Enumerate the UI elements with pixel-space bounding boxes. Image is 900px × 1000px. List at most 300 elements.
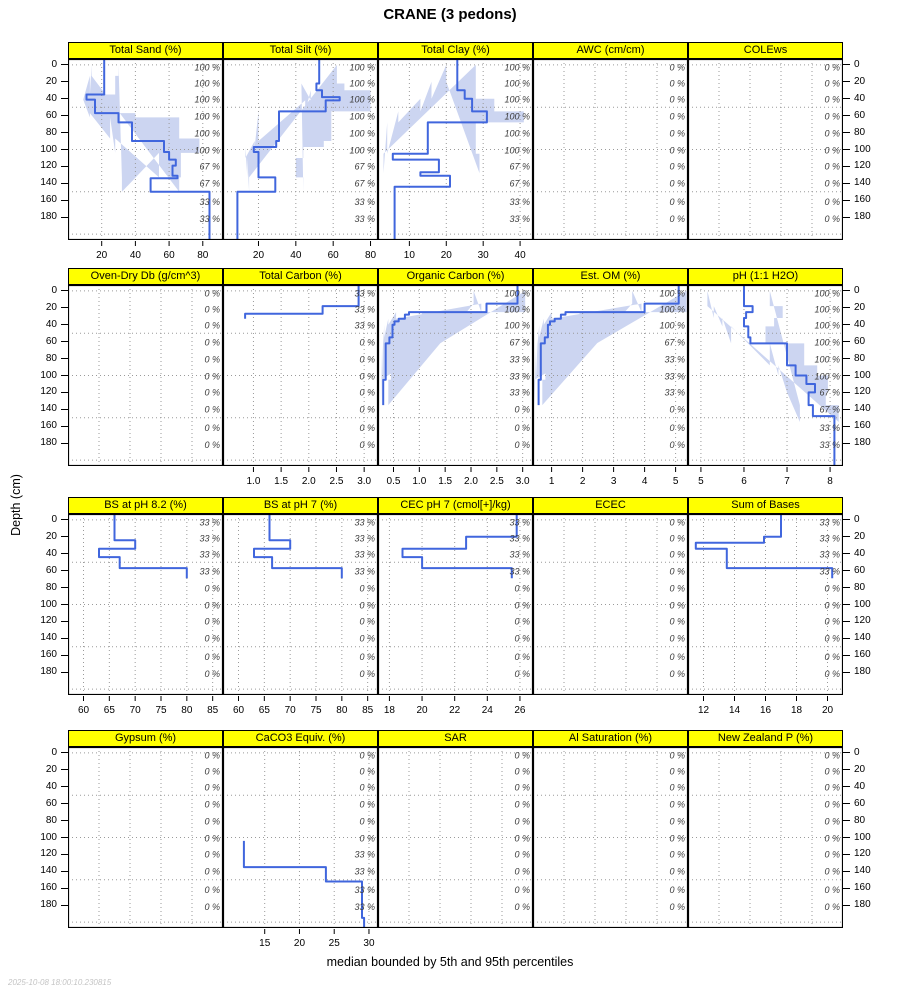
contributing-fraction-label: 0 % [824, 94, 840, 105]
depth-tick-right [843, 149, 850, 150]
depth-label-right: 160 [854, 194, 871, 206]
depth-tick-left [61, 570, 68, 571]
x-tick-label: 60 [232, 705, 245, 716]
x-tick-label: 80 [197, 250, 209, 261]
contributing-fraction-label: 0 % [669, 668, 685, 679]
contributing-fraction-label: 0 % [824, 799, 840, 810]
depth-tick-right [843, 217, 850, 218]
depth-tick-right [843, 64, 850, 65]
contributing-fraction-label: 33 % [509, 549, 530, 560]
panel-ecec [533, 514, 688, 695]
contributing-fraction-label: 0 % [824, 583, 840, 594]
depth-label-left: 100 [40, 369, 57, 381]
x-tick-label: 60 [77, 705, 90, 716]
contributing-fraction-label: 67 % [509, 161, 530, 172]
depth-label-right: 100 [854, 369, 871, 381]
x-tick-label: 65 [258, 705, 270, 716]
depth-label-right: 40 [854, 92, 866, 104]
panel-strip-est_om: Est. OM (%) [533, 268, 688, 285]
contributing-fraction-label: 33 % [509, 533, 530, 544]
contributing-fraction-label: 33 % [819, 439, 840, 450]
panel-cec_ph7 [378, 514, 533, 695]
depth-label-right: 0 [854, 746, 860, 758]
contributing-fraction-label: 0 % [514, 583, 530, 594]
contributing-fraction-label: 0 % [359, 616, 375, 627]
contributing-fraction-label: 100 % [504, 145, 530, 156]
contributing-fraction-label: 0 % [669, 145, 685, 156]
x-tick-label: 20 [96, 250, 108, 261]
depth-tick-left [61, 786, 68, 787]
panel-total_carbon [223, 285, 378, 466]
depth-tick-left [61, 217, 68, 218]
x-tick-label: 2.0 [464, 476, 478, 487]
depth-label-left: 120 [40, 848, 57, 860]
depth-label-left: 0 [51, 513, 57, 525]
contributing-fraction-label: 0 % [669, 616, 685, 627]
contributing-fraction-label: 0 % [824, 651, 840, 662]
contributing-fraction-label: 0 % [359, 404, 375, 415]
contributing-fraction-label: 67 % [664, 337, 685, 348]
contributing-fraction-label: 0 % [824, 196, 840, 207]
depth-tick-right [843, 392, 850, 393]
x-tick-label: 1.5 [274, 476, 289, 487]
contributing-fraction-label: 33 % [354, 884, 375, 895]
depth-label-left: 80 [45, 352, 57, 364]
contributing-fraction-label: 100 % [349, 128, 375, 139]
contributing-fraction-label: 0 % [669, 78, 685, 89]
panel-caco3 [223, 747, 378, 928]
contributing-fraction-label: 100 % [349, 78, 375, 89]
depth-tick-left [61, 409, 68, 410]
contributing-fraction-label: 33 % [354, 517, 375, 528]
contributing-fraction-label: 33 % [354, 566, 375, 577]
x-tick-label: 60 [327, 250, 339, 261]
contributing-fraction-label: 0 % [359, 600, 375, 611]
depth-label-right: 80 [854, 126, 866, 138]
depth-label-right: 80 [854, 581, 866, 593]
panel-awc [533, 59, 688, 240]
depth-tick-right [843, 786, 850, 787]
panel-strip-organic_carbon: Organic Carbon (%) [378, 268, 533, 285]
contributing-fraction-label: 0 % [669, 782, 685, 793]
x-tick-label: 6 [741, 476, 747, 487]
depth-label-left: 80 [45, 126, 57, 138]
contributing-fraction-label: 0 % [204, 616, 220, 627]
depth-tick-right [843, 132, 850, 133]
depth-label-right: 60 [854, 335, 866, 347]
depth-tick-right [843, 803, 850, 804]
contributing-fraction-label: 0 % [824, 750, 840, 761]
contributing-fraction-label: 33 % [819, 517, 840, 528]
contributing-fraction-label: 33 % [509, 354, 530, 365]
depth-label-right: 60 [854, 109, 866, 121]
depth-label-left: 120 [40, 615, 57, 627]
depth-tick-left [61, 905, 68, 906]
contributing-fraction-label: 0 % [824, 782, 840, 793]
depth-tick-right [843, 519, 850, 520]
depth-label-left: 180 [40, 899, 57, 911]
depth-label-left: 0 [51, 746, 57, 758]
depth-tick-right [843, 752, 850, 753]
contributing-fraction-label: 0 % [669, 517, 685, 528]
contributing-fraction-label: 100 % [504, 94, 530, 105]
depth-label-left: 40 [45, 318, 57, 330]
depth-tick-right [843, 655, 850, 656]
depth-label-right: 40 [854, 780, 866, 792]
contributing-fraction-label: 33 % [664, 371, 685, 382]
figure-caption: median bounded by 5th and 95th percentiles [326, 955, 574, 969]
contributing-fraction-label: 0 % [359, 354, 375, 365]
panel-strip-bs_ph7: BS at pH 7 (%) [223, 497, 378, 514]
depth-label-left: 20 [45, 75, 57, 87]
depth-label-left: 0 [51, 284, 57, 296]
depth-label-left: 60 [45, 109, 57, 121]
depth-label-right: 120 [854, 386, 871, 398]
contributing-fraction-label: 100 % [814, 288, 840, 299]
panel-est_om [533, 285, 688, 466]
contributing-fraction-label: 0 % [514, 633, 530, 644]
depth-tick-left [61, 519, 68, 520]
x-axis-bs_ph7 [223, 695, 378, 719]
panel-strip-total_carbon: Total Carbon (%) [223, 268, 378, 285]
depth-tick-right [843, 426, 850, 427]
depth-tick-left [61, 553, 68, 554]
panel-bs_ph7 [223, 514, 378, 695]
depth-tick-right [843, 604, 850, 605]
contributing-fraction-label: 33 % [509, 387, 530, 398]
x-tick-label: 25 [328, 938, 340, 949]
contributing-fraction-label: 100 % [814, 337, 840, 348]
depth-label-left: 0 [51, 58, 57, 70]
x-axis-total_clay [378, 240, 533, 264]
contributing-fraction-label: 100 % [659, 320, 685, 331]
contributing-fraction-label: 33 % [354, 849, 375, 860]
depth-tick-right [843, 888, 850, 889]
depth-tick-right [843, 307, 850, 308]
depth-tick-right [843, 358, 850, 359]
contributing-fraction-label: 0 % [669, 111, 685, 122]
contributing-fraction-label: 0 % [824, 178, 840, 189]
contributing-fraction-label: 0 % [204, 866, 220, 877]
contributing-fraction-label: 0 % [359, 750, 375, 761]
contributing-fraction-label: 0 % [514, 849, 530, 860]
contributing-fraction-label: 0 % [824, 111, 840, 122]
depth-label-right: 0 [854, 513, 860, 525]
contributing-fraction-label: 0 % [514, 799, 530, 810]
panel-strip-total_sand: Total Sand (%) [68, 42, 223, 59]
depth-label-left: 20 [45, 763, 57, 775]
depth-label-right: 40 [854, 318, 866, 330]
contributing-fraction-label: 0 % [204, 439, 220, 450]
contributing-fraction-label: 100 % [194, 128, 220, 139]
contributing-fraction-label: 100 % [349, 145, 375, 156]
contributing-fraction-label: 100 % [814, 371, 840, 382]
contributing-fraction-label: 0 % [824, 600, 840, 611]
depth-tick-left [61, 290, 68, 291]
contributing-fraction-label: 0 % [669, 549, 685, 560]
contributing-fraction-label: 0 % [204, 750, 220, 761]
contributing-fraction-label: 33 % [509, 566, 530, 577]
panel-strip-awc: AWC (cm/cm) [533, 42, 688, 59]
contributing-fraction-label: 0 % [669, 833, 685, 844]
depth-tick-left [61, 426, 68, 427]
depth-tick-right [843, 672, 850, 673]
contributing-fraction-label: 0 % [669, 750, 685, 761]
x-tick-label: 70 [284, 705, 296, 716]
depth-tick-right [843, 98, 850, 99]
contributing-fraction-label: 100 % [659, 304, 685, 315]
contributing-fraction-label: 0 % [514, 439, 530, 450]
depth-tick-right [843, 341, 850, 342]
panel-strip-sum_bases: Sum of Bases [688, 497, 843, 514]
depth-tick-right [843, 324, 850, 325]
contributing-fraction-label: 0 % [514, 884, 530, 895]
depth-tick-right [843, 183, 850, 184]
contributing-fraction-label: 0 % [824, 145, 840, 156]
depth-tick-right [843, 81, 850, 82]
depth-label-right: 140 [854, 865, 871, 877]
depth-tick-left [61, 638, 68, 639]
x-tick-label: 7 [784, 476, 790, 487]
depth-label-right: 100 [854, 143, 871, 155]
contributing-fraction-label: 0 % [824, 849, 840, 860]
depth-label-left: 160 [40, 882, 57, 894]
depth-label-left: 160 [40, 194, 57, 206]
depth-tick-left [61, 871, 68, 872]
depth-label-left: 20 [45, 301, 57, 313]
depth-label-right: 180 [854, 437, 871, 449]
contributing-fraction-label: 0 % [824, 816, 840, 827]
x-tick-label: 5 [698, 476, 704, 487]
contributing-fraction-label: 100 % [194, 94, 220, 105]
depth-tick-left [61, 854, 68, 855]
x-tick-label: 18 [383, 705, 395, 716]
panel-strip-cec_ph7: CEC pH 7 (cmol[+]/kg) [378, 497, 533, 514]
x-tick-label: 65 [103, 705, 115, 716]
x-tick-label: 3 [610, 476, 617, 487]
contributing-fraction-label: 0 % [359, 337, 375, 348]
depth-tick-left [61, 375, 68, 376]
x-tick-label: 3.0 [357, 476, 372, 487]
depth-label-right: 140 [854, 177, 871, 189]
contributing-fraction-label: 0 % [669, 816, 685, 827]
x-tick-label: 40 [514, 250, 526, 261]
contributing-fraction-label: 100 % [814, 354, 840, 365]
contributing-fraction-label: 0 % [204, 816, 220, 827]
depth-label-left: 180 [40, 211, 57, 223]
contributing-fraction-label: 0 % [514, 404, 530, 415]
depth-label-right: 60 [854, 797, 866, 809]
depth-tick-right [843, 290, 850, 291]
depth-label-right: 20 [854, 75, 866, 87]
contributing-fraction-label: 100 % [194, 111, 220, 122]
x-tick-label: 80 [181, 705, 193, 716]
depth-label-left: 160 [40, 420, 57, 432]
depth-label-right: 140 [854, 403, 871, 415]
panel-strip-caco3: CaCO3 Equiv. (%) [223, 730, 378, 747]
contributing-fraction-label: 0 % [824, 78, 840, 89]
panel-ph_h2o [688, 285, 843, 466]
contributing-fraction-label: 33 % [664, 387, 685, 398]
depth-label-left: 40 [45, 547, 57, 559]
contributing-fraction-label: 0 % [669, 439, 685, 450]
contributing-fraction-label: 0 % [824, 161, 840, 172]
panel-strip-new_zealand_p: New Zealand P (%) [688, 730, 843, 747]
depth-tick-right [843, 820, 850, 821]
contributing-fraction-label: 33 % [354, 320, 375, 331]
x-tick-label: 8 [827, 476, 833, 487]
depth-tick-left [61, 803, 68, 804]
depth-label-right: 40 [854, 547, 866, 559]
depth-label-left: 140 [40, 403, 57, 415]
panel-al_saturation [533, 747, 688, 928]
depth-label-right: 160 [854, 882, 871, 894]
x-tick-label: 30 [477, 250, 489, 261]
contributing-fraction-label: 0 % [204, 651, 220, 662]
x-axis-cec_ph7 [378, 695, 533, 719]
contributing-fraction-label: 0 % [669, 766, 685, 777]
panel-total_sand [68, 59, 223, 240]
contributing-fraction-label: 0 % [204, 337, 220, 348]
contributing-fraction-label: 0 % [824, 633, 840, 644]
x-tick-label: 12 [697, 705, 710, 716]
contributing-fraction-label: 0 % [669, 600, 685, 611]
contributing-fraction-label: 0 % [204, 422, 220, 433]
depth-tick-right [843, 638, 850, 639]
x-tick-label: 10 [403, 250, 415, 261]
depth-tick-right [843, 375, 850, 376]
contributing-fraction-label: 0 % [824, 866, 840, 877]
x-axis-est_om [533, 466, 688, 490]
depth-tick-right [843, 837, 850, 838]
x-tick-label: 40 [290, 250, 302, 261]
x-tick-label: 75 [155, 705, 167, 716]
panel-strip-ph_h2o: pH (1:1 H2O) [688, 268, 843, 285]
x-tick-label: 0.5 [386, 476, 401, 487]
panel-strip-bs_ph82: BS at pH 8.2 (%) [68, 497, 223, 514]
x-axis-sum_bases [688, 695, 843, 719]
depth-tick-left [61, 443, 68, 444]
contributing-fraction-label: 0 % [204, 901, 220, 912]
depth-tick-left [61, 98, 68, 99]
depth-label-left: 120 [40, 160, 57, 172]
contributing-fraction-label: 33 % [354, 196, 375, 207]
contributing-fraction-label: 100 % [814, 320, 840, 331]
depth-label-right: 20 [854, 530, 866, 542]
contributing-fraction-label: 100 % [504, 128, 530, 139]
contributing-fraction-label: 33 % [354, 533, 375, 544]
contributing-fraction-label: 0 % [824, 833, 840, 844]
timestamp: 2025-10-08 18:00:10.230815 [8, 978, 112, 987]
contributing-fraction-label: 0 % [204, 404, 220, 415]
contributing-fraction-label: 33 % [199, 517, 220, 528]
contributing-fraction-label: 67 % [354, 178, 375, 189]
contributing-fraction-label: 0 % [514, 901, 530, 912]
contributing-fraction-label: 0 % [514, 651, 530, 662]
depth-tick-right [843, 621, 850, 622]
contributing-fraction-label: 0 % [204, 354, 220, 365]
x-axis-total_carbon [223, 466, 378, 490]
contributing-fraction-label: 0 % [669, 94, 685, 105]
depth-tick-right [843, 854, 850, 855]
contributing-fraction-label: 0 % [669, 866, 685, 877]
contributing-fraction-label: 0 % [359, 439, 375, 450]
contributing-fraction-label: 67 % [819, 387, 840, 398]
contributing-fraction-label: 0 % [669, 901, 685, 912]
contributing-fraction-label: 100 % [504, 288, 530, 299]
x-tick-label: 2.5 [329, 476, 344, 487]
depth-label-left: 40 [45, 92, 57, 104]
contributing-fraction-label: 33 % [509, 371, 530, 382]
x-tick-label: 60 [163, 250, 175, 261]
contributing-fraction-label: 0 % [669, 849, 685, 860]
contributing-fraction-label: 100 % [659, 288, 685, 299]
x-tick-label: 20 [252, 250, 265, 261]
contributing-fraction-label: 100 % [194, 78, 220, 89]
contributing-fraction-label: 0 % [824, 884, 840, 895]
depth-tick-left [61, 752, 68, 753]
contributing-fraction-label: 33 % [819, 566, 840, 577]
x-tick-label: 2.0 [301, 476, 316, 487]
contributing-fraction-label: 0 % [824, 901, 840, 912]
contributing-fraction-label: 33 % [509, 517, 530, 528]
depth-label-right: 80 [854, 352, 866, 364]
depth-tick-right [843, 200, 850, 201]
depth-tick-right [843, 443, 850, 444]
contributing-fraction-label: 0 % [514, 668, 530, 679]
depth-tick-left [61, 604, 68, 605]
x-axis-bs_ph82 [68, 695, 223, 719]
contributing-fraction-label: 0 % [359, 583, 375, 594]
depth-label-left: 120 [40, 386, 57, 398]
depth-label-right: 100 [854, 831, 871, 843]
contributing-fraction-label: 33 % [509, 213, 530, 224]
contributing-fraction-label: 33 % [354, 304, 375, 315]
contributing-fraction-label: 0 % [514, 766, 530, 777]
x-tick-label: 1 [548, 476, 555, 487]
contributing-fraction-label: 0 % [204, 849, 220, 860]
contributing-fraction-label: 0 % [669, 651, 685, 662]
contributing-fraction-label: 33 % [354, 866, 375, 877]
x-tick-label: 26 [514, 705, 526, 716]
depth-tick-left [61, 200, 68, 201]
x-tick-label: 20 [440, 250, 452, 261]
contributing-fraction-label: 0 % [669, 633, 685, 644]
contributing-fraction-label: 33 % [354, 549, 375, 560]
x-tick-label: 80 [336, 705, 348, 716]
depth-label-left: 100 [40, 598, 57, 610]
depth-label-right: 120 [854, 615, 871, 627]
contributing-fraction-label: 0 % [669, 884, 685, 895]
depth-label-left: 80 [45, 814, 57, 826]
contributing-fraction-label: 0 % [669, 128, 685, 139]
contributing-fraction-label: 0 % [204, 371, 220, 382]
depth-tick-left [61, 324, 68, 325]
x-tick-label: 85 [362, 705, 374, 716]
contributing-fraction-label: 0 % [359, 633, 375, 644]
contributing-fraction-label: 33 % [199, 566, 220, 577]
contributing-fraction-label: 33 % [354, 213, 375, 224]
contributing-fraction-label: 0 % [204, 387, 220, 398]
panel-strip-colews: COLEws [688, 42, 843, 59]
depth-tick-left [61, 358, 68, 359]
depth-label-left: 60 [45, 335, 57, 347]
x-axis-total_sand [68, 240, 223, 264]
x-tick-label: 18 [790, 705, 803, 716]
contributing-fraction-label: 0 % [359, 371, 375, 382]
contributing-fraction-label: 33 % [199, 196, 220, 207]
contributing-fraction-label: 0 % [824, 668, 840, 679]
